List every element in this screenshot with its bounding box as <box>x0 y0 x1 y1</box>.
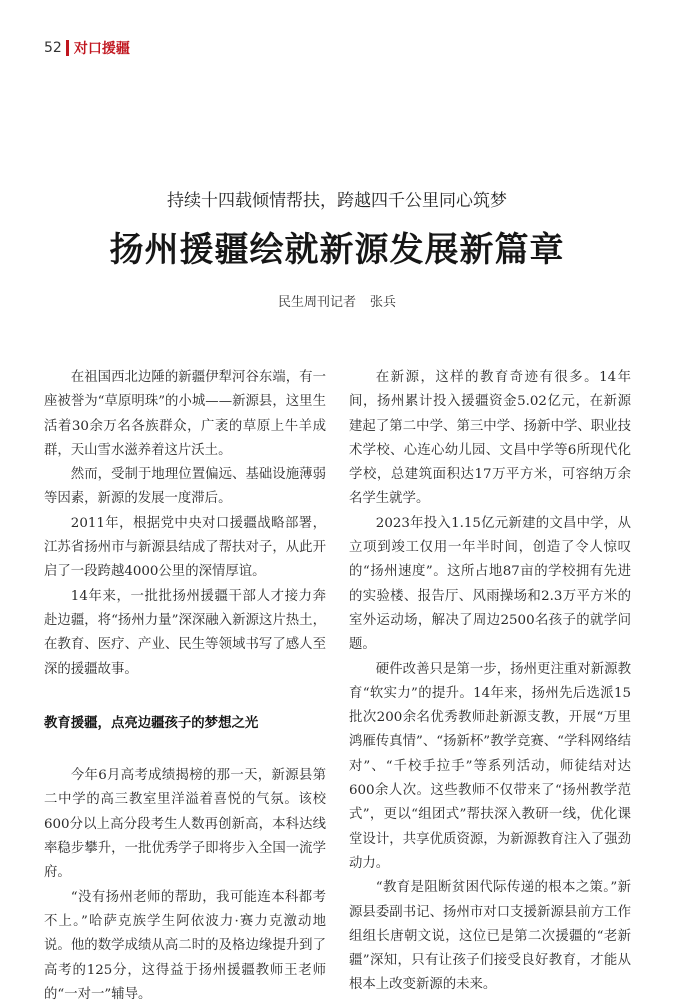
section-marker <box>66 40 69 56</box>
paragraph: 硬件改善只是第一步，扬州更注重对新源教育“软实力”的提升。14年来，扬州先后选派15批次200余名优秀教师赴新源支教，开展“万里鸿雁传真情”、“扬新杯”教学竞赛、“学科网络结对”、“千校手拉手”等系列活动，师徒结对达600余人次。这些教师不仅带来了“扬州教学范式”，更以“组团式”帮扶深入教研一线，优化课堂设计，共享优质资源，为新源教育注入了强劲动力。 <box>349 661 631 871</box>
page-header <box>44 38 130 58</box>
article-title: 扬州援疆绘就新源发展新篇章 <box>109 230 565 270</box>
byline <box>0 291 674 310</box>
section-heading: 教育援疆，点亮边疆孩子的梦想之光 <box>44 715 259 731</box>
paragraph: “没有扬州老师的帮助，我可能连本科都考不上。”哈萨克族学生阿依波力·赛力克激动地说。他的数学成绩从高二时的及格边缘提升到了高考的125分，这得益于扬州援疆教师王老师的“一对一”辅导。 <box>44 889 326 1002</box>
paragraph: “教育是阻断贫困代际传递的根本之策。”新源县委副书记、扬州市对口支援新源县前方工作组组长唐朝文说，这位已是第二次援疆的“老新疆”深知，只有让孩子们接受良好教育，才能从根本上改变新源的未来。 <box>349 880 631 993</box>
article-subtitle: 持续十四载倾情帮扶，跨越四千公里同心筑梦 <box>167 191 507 211</box>
byline-name: 张兵 <box>370 295 397 310</box>
paragraph: 然而，受制于地理位置偏远、基础设施薄弱等因素，新源的发展一度滞后。 <box>44 467 326 507</box>
page-number: 52 <box>44 40 62 56</box>
paragraph: 2011年，根据党中央对口援疆战略部署，江苏省扬州市与新源县结成了帮扶对子，从此开启了一段跨越4000公里的深情厚谊。 <box>44 515 326 580</box>
paragraph: 今年6月高考成绩揭榜的那一天，新源县第二中学的高三教室里洋溢着喜悦的气氛。该校600分以上高分段考生人数再创新高，本科达线率稳步攀升，一批优秀学子即将步入全国一流学府。 <box>44 768 326 881</box>
paragraph: 14年来，一批批扬州援疆干部人才接力奔赴边疆，将“扬州力量”深深融入新源这片热土，在教育、医疗、产业、民生等领域书写了感人至深的援疆故事。 <box>44 588 326 677</box>
right-column <box>349 366 631 998</box>
paragraph: 在祖国西北边陲的新疆伊犁河谷东端，有一座被誉为“草原明珠”的小城——新源县，这里生活着30余万名各族群众，广袤的草原上牛羊成群，天山雪水滋养着这片沃土。 <box>44 370 326 458</box>
section-label: 对口援疆 <box>73 41 130 57</box>
paragraph: 2023年投入1.15亿元新建的文昌中学，从立项到竣工仅用一年半时间，创造了令人惊叹的“扬州速度”。这所占地87亩的学校拥有先进的实验楼、报告厅、风雨操场和2.3万平方米的室外运动场，解决了周边2500名孩子的就学问题。 <box>349 515 631 653</box>
byline-role: 民生周刊记者 <box>277 295 356 310</box>
paragraph: 在新源，这样的教育奇迹有很多。14年间，扬州累计投入援疆资金5.02亿元，在新源建起了第二中学、第三中学、扬新中学、职业技术学校、心连心幼儿园、文昌中学等6所现代化学校，总建筑面积达17万平方米，可容纳万余名学生就学。 <box>349 370 631 507</box>
left-column <box>44 366 326 1007</box>
